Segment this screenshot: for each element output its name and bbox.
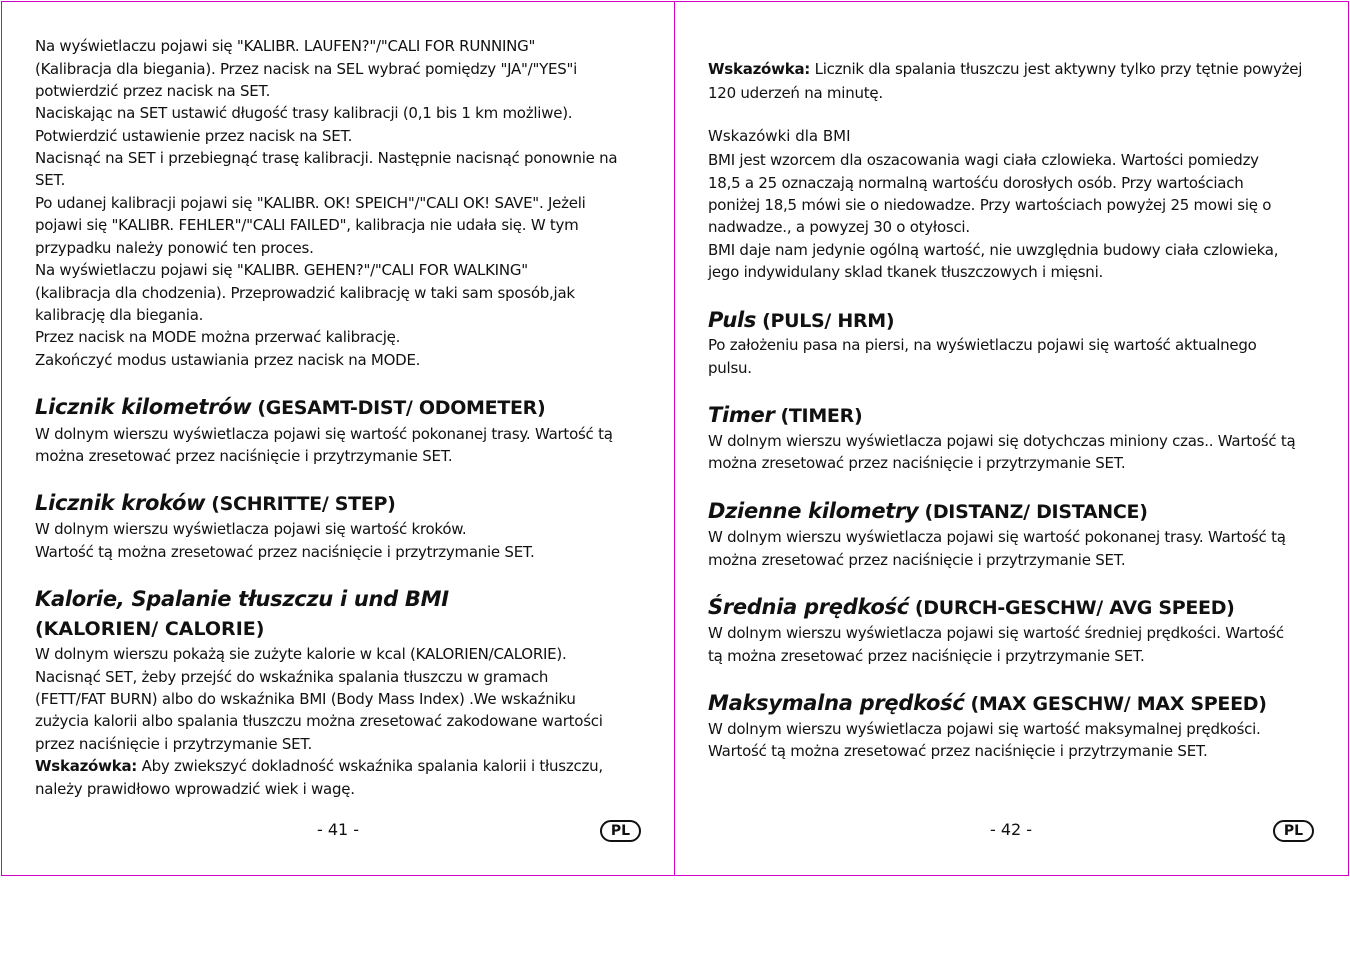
- language-badge: PL: [1273, 820, 1314, 842]
- intro-line: (Kalibracja dla biegania). Przez nacisk na SEL wybrać pomiędzy "JA"/"YES"i: [35, 60, 578, 78]
- intro-line: Na wyświetlaczu pojawi się "KALIBR. LAUFEN?"/"CALI FOR RUNNING": [35, 37, 536, 55]
- pulse-text-line: pulsu.: [708, 359, 752, 377]
- calories-heading-caps: (KALORIEN/ CALORIE): [35, 618, 265, 640]
- timer-heading-italic: Timer: [708, 403, 775, 427]
- steps-text-line: W dolnym wierszu wyświetlacza pojawi się wartość kroków.: [35, 520, 467, 538]
- hint-text: Licznik dla spalania tłuszczu jest aktywny tylko przy tętnie powyżej: [810, 60, 1303, 78]
- intro-line: potwierdzić przez nacisk na SET.: [35, 82, 271, 100]
- pulse-text-line: Po założeniu pasa na piersi, na wyświetlaczu pojawi się wartość aktualnego: [708, 336, 1257, 354]
- steps-heading: [35, 489, 396, 518]
- hint-text: Aby zwiekszyć dokladność wskaźnika spalania kalorii i tłuszczu,: [137, 757, 603, 775]
- distance-text-line: W dolnym wierszu wyświetlacza pojawi się wartość pokonanej trasy. Wartość tą: [708, 528, 1286, 546]
- intro-line: przypadku należy ponowić ten proces.: [35, 239, 314, 257]
- distance-heading-italic: Dzienne kilometry: [708, 499, 919, 523]
- calories-heading-italic: Kalorie, Spalanie tłuszczu i und BMI: [35, 587, 449, 611]
- avg-speed-heading-italic: Średnia prędkość: [708, 595, 909, 619]
- max-speed-heading-italic: Maksymalna prędkość: [708, 691, 965, 715]
- intro-line: Nacisnąć na SET i przebiegnąć trasę kalibracji. Następnie nacisnąć ponownie na: [35, 149, 618, 167]
- bmi-heading: Wskazówki dla BMI: [708, 127, 851, 145]
- calories-text-line: W dolnym wierszu pokażą sie zużyte kalorie w kcal (KALORIEN/CALORIE).: [35, 645, 567, 663]
- steps-heading-caps: (SCHRITTE/ STEP): [211, 493, 396, 515]
- distance-heading-caps: (DISTANZ/ DISTANCE): [924, 501, 1148, 523]
- intro-line: Po udanej kalibracji pojawi się "KALIBR. OK! SPEICH"/"CALI OK! SAVE". Jeżeli: [35, 194, 586, 212]
- bmi-text-line: nadwadze., a powyzej 30 o otyłosci.: [708, 218, 970, 236]
- bmi-text-line: jego indywidulany sklad tkanek tłuszczowych i mięsni.: [708, 263, 1104, 281]
- odometer-text-line: można zresetować przez naciśnięcie i przytrzymanie SET.: [35, 447, 453, 465]
- intro-line: SET.: [35, 171, 66, 189]
- calories-hint-line: [35, 755, 603, 777]
- avg-speed-heading: [708, 593, 1235, 622]
- calories-text-line: przez naciśnięcie i przytrzymanie SET.: [35, 735, 312, 753]
- bmi-text-line: BMI daje nam jedynie ogólną wartość, nie uwzględnia budowy ciała czlowieka,: [708, 241, 1279, 259]
- distance-heading: [708, 497, 1148, 526]
- timer-text-line: W dolnym wierszu wyświetlacza pojawi się dotychczas miniony czas.. Wartość tą: [708, 432, 1296, 450]
- timer-heading: [708, 401, 862, 430]
- avg-speed-heading-caps: (DURCH-GESCHW/ AVG SPEED): [914, 597, 1235, 619]
- max-speed-heading: [708, 689, 1267, 718]
- timer-text-line: można zresetować przez naciśnięcie i przytrzymanie SET.: [708, 454, 1126, 472]
- pulse-heading: [708, 306, 894, 335]
- page-number: - 42 -: [990, 820, 1033, 839]
- left-page: [1, 1, 675, 876]
- language-badge: PL: [600, 820, 641, 842]
- steps-heading-italic: Licznik kroków: [35, 491, 206, 515]
- odometer-heading-caps: (GESAMT-DIST/ ODOMETER): [257, 397, 546, 419]
- calories-heading: [35, 585, 455, 613]
- distance-text-line: można zresetować przez naciśnięcie i przytrzymanie SET.: [708, 551, 1126, 569]
- steps-text-line: Wartość tą można zresetować przez naciśnięcie i przytrzymanie SET.: [35, 543, 535, 561]
- fat-burn-hint-line: [708, 58, 1302, 80]
- pulse-heading-italic: Puls: [708, 308, 757, 332]
- page-number: - 41 -: [317, 820, 360, 839]
- avg-speed-text-line: tą można zresetować przez naciśnięcie i przytrzymanie SET.: [708, 647, 1145, 665]
- max-speed-text-line: Wartość tą można zresetować przez naciśnięcie i przytrzymanie SET.: [708, 742, 1208, 760]
- timer-heading-caps: (TIMER): [780, 405, 863, 427]
- intro-line: Zakończyć modus ustawiania przez nacisk na MODE.: [35, 351, 421, 369]
- bmi-text-line: poniżej 18,5 mówi sie o niedowadze. Przy wartościach powyżej 25 mowi się o: [708, 196, 1272, 214]
- max-speed-heading-caps: (MAX GESCHW/ MAX SPEED): [970, 693, 1267, 715]
- bmi-text-line: 18,5 a 25 oznaczają normalną wartośću dorosłych osób. Przy wartościach: [708, 174, 1244, 192]
- hint-label: Wskazówka:: [708, 60, 811, 78]
- right-page: [674, 1, 1349, 876]
- hint-label: Wskazówka:: [35, 757, 138, 775]
- intro-line: (kalibracja dla chodzenia). Przeprowadzić kalibrację w taki sam sposób,jak: [35, 284, 575, 302]
- intro-line: kalibrację dla biegania.: [35, 306, 204, 324]
- fat-burn-hint-line: 120 uderzeń na minutę.: [708, 84, 883, 102]
- calories-hint-line: należy prawidłowo wprowadzić wiek i wagę.: [35, 780, 355, 798]
- intro-line: Przez nacisk na MODE można przerwać kalibrację.: [35, 328, 401, 346]
- intro-line: Na wyświetlaczu pojawi się "KALIBR. GEHEN?"/"CALI FOR WALKING": [35, 261, 528, 279]
- odometer-text-line: W dolnym wierszu wyświetlacza pojawi się wartość pokonanej trasy. Wartość tą: [35, 425, 613, 443]
- intro-line: Potwierdzić ustawienie przez nacisk na SET.: [35, 127, 353, 145]
- pulse-heading-caps: (PULS/ HRM): [762, 310, 895, 332]
- intro-line: Naciskając na SET ustawić długość trasy kalibracji (0,1 bis 1 km możliwe).: [35, 104, 573, 122]
- calories-text-line: (FETT/FAT BURN) albo do wskaźnika BMI (Body Mass Index) .We wskaźniku: [35, 690, 576, 708]
- odometer-heading-italic: Licznik kilometrów: [35, 395, 252, 419]
- calories-text-line: zużycia kalorii albo spalania tłuszczu można zresetować zakodowane wartości: [35, 712, 603, 730]
- calories-text-line: Nacisnąć SET, żeby przejść do wskaźnika spalania tłuszczu w gramach: [35, 668, 549, 686]
- max-speed-text-line: W dolnym wierszu wyświetlacza pojawi się wartość maksymalnej prędkości.: [708, 720, 1261, 738]
- intro-line: pojawi się "KALIBR. FEHLER"/"CALI FAILED", kalibracja nie udała się. W tym: [35, 216, 579, 234]
- avg-speed-text-line: W dolnym wierszu wyświetlacza pojawi się wartość średniej prędkości. Wartość: [708, 624, 1284, 642]
- bmi-text-line: BMI jest wzorcem dla oszacowania wagi ciała czlowieka. Wartości pomiedzy: [708, 151, 1259, 169]
- odometer-heading: [35, 393, 545, 422]
